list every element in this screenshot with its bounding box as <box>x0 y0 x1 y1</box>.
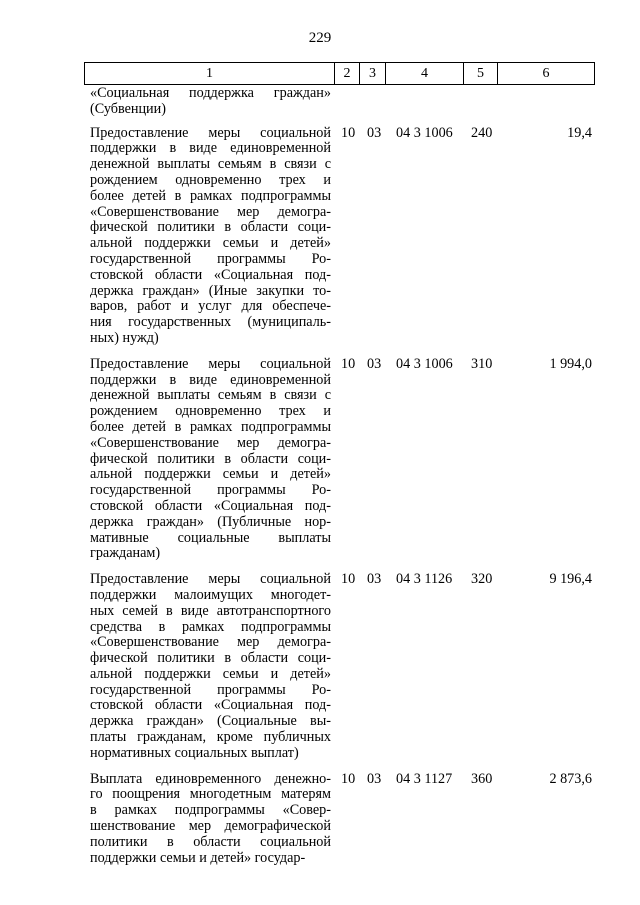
cell-c5: 310 <box>471 355 493 372</box>
description-line: держка граждан» (Публичные нор- <box>90 513 331 530</box>
description-line: го поощрения многодетным матерям <box>90 786 331 803</box>
description-line: альной поддержки семьи и детей» <box>90 235 331 252</box>
description-line: ных) нужд) <box>90 329 159 346</box>
cell-c2: 10 <box>341 124 356 141</box>
description-line: альной поддержки семьи и детей» <box>90 466 331 483</box>
description-line: фической политики в области соци- <box>90 219 331 236</box>
column-header-4: 4 <box>386 63 464 85</box>
column-header-5: 5 <box>464 63 498 85</box>
description-line: «Социальная поддержка граждан» <box>90 85 331 101</box>
cell-c6: 2 873,6 <box>549 770 592 787</box>
description-line: государственной программы Ро- <box>90 250 331 267</box>
cell-c5: 360 <box>471 770 493 787</box>
description-line: ния государственных (муниципаль- <box>90 314 331 331</box>
description-line: более детей в рамках подпрограммы <box>90 187 331 204</box>
description-line: стовской области «Социальная под- <box>90 497 331 514</box>
cell-c4: 04 3 1006 <box>396 355 453 372</box>
column-header-1: 1 <box>85 63 335 85</box>
table-row <box>0 572 640 762</box>
description-line: поддержки малоимущих многодет- <box>90 586 331 603</box>
cell-c3: 03 <box>367 770 382 787</box>
description-line: Предоставление меры социальной <box>90 355 331 372</box>
description-line: политики в области социальной <box>90 833 331 850</box>
description-line: фической политики в области соци- <box>90 650 331 667</box>
cell-c5: 320 <box>471 571 493 588</box>
description-line: альной поддержки семьи и детей» <box>90 665 331 682</box>
description-line: «Совершенствование мер демогра- <box>90 634 331 651</box>
description-line: ных семей в виде автотранспортного <box>90 602 331 619</box>
description-line: поддержки в виде единовременной <box>90 371 331 388</box>
description-line: рождением одновременно трех и <box>90 171 331 188</box>
column-header-2: 2 <box>335 63 360 85</box>
description-line: Предоставление меры социальной <box>90 571 331 588</box>
description-line: держка граждан» (Иные закупки то- <box>90 282 331 299</box>
column-header-6: 6 <box>498 63 595 85</box>
description-line: держка граждан» (Социальные вы- <box>90 713 331 730</box>
description-line: государственной программы Ро- <box>90 482 331 499</box>
description-line: рождением одновременно трех и <box>90 403 331 420</box>
row-description <box>90 357 331 562</box>
cell-c2: 10 <box>341 571 356 588</box>
description-line: варов, работ и услуг для обеспече- <box>90 298 331 315</box>
description-line: денежной выплаты семьям в связи с <box>90 387 331 404</box>
cell-c4: 04 3 1126 <box>396 571 453 588</box>
table-row <box>0 772 640 867</box>
cell-c3: 03 <box>367 124 382 141</box>
description-line: шенствование мер демографической <box>90 818 331 835</box>
cell-c5: 240 <box>471 124 493 141</box>
description-line: фической политики в области соци- <box>90 450 331 467</box>
cell-c6: 9 196,4 <box>549 571 592 588</box>
description-line: поддержки в виде единовременной <box>90 140 331 157</box>
description-line: стовской области «Социальная под- <box>90 266 331 283</box>
description-line: (Субвенции) <box>90 100 166 117</box>
description-line: Предоставление меры социальной <box>90 124 331 141</box>
row-description <box>90 86 331 118</box>
description-line: денежной выплаты семьям в связи с <box>90 156 331 173</box>
cell-c3: 03 <box>367 355 382 372</box>
column-header-row <box>85 63 595 85</box>
cell-c4: 04 3 1127 <box>396 770 453 787</box>
description-line: стовской области «Социальная под- <box>90 697 331 714</box>
description-line: Выплата единовременного денежно- <box>90 770 331 787</box>
description-line: гражданам) <box>90 545 161 562</box>
description-line: мативные социальные выплаты <box>90 529 331 546</box>
description-line: «Совершенствование мер демогра- <box>90 203 331 220</box>
table-row <box>0 357 640 562</box>
description-line: платы гражданам, кроме публичных <box>90 729 331 746</box>
page-number: 229 <box>308 30 332 46</box>
table-row <box>0 126 640 347</box>
cell-c6: 1 994,0 <box>549 355 592 372</box>
row-description <box>90 772 331 867</box>
table-row <box>0 86 640 118</box>
table-body <box>0 86 640 876</box>
cell-c4: 04 3 1006 <box>396 124 453 141</box>
description-line: более детей в рамках подпрограммы <box>90 418 331 435</box>
cell-c2: 10 <box>341 770 356 787</box>
description-line: поддержки семьи и детей» государ- <box>90 849 306 866</box>
description-line: нормативных социальных выплат) <box>90 744 299 761</box>
cell-c3: 03 <box>367 571 382 588</box>
cell-c6: 19,4 <box>567 124 592 141</box>
column-header-table <box>84 62 595 85</box>
description-line: средства в рамках подпрограммы <box>90 618 331 635</box>
description-line: государственной программы Ро- <box>90 681 331 698</box>
column-header-3: 3 <box>360 63 386 85</box>
description-line: «Совершенствование мер демогра- <box>90 434 331 451</box>
cell-c2: 10 <box>341 355 356 372</box>
row-description <box>90 572 331 762</box>
description-line: в рамках подпрограммы «Совер- <box>90 802 331 819</box>
row-description <box>90 126 331 347</box>
